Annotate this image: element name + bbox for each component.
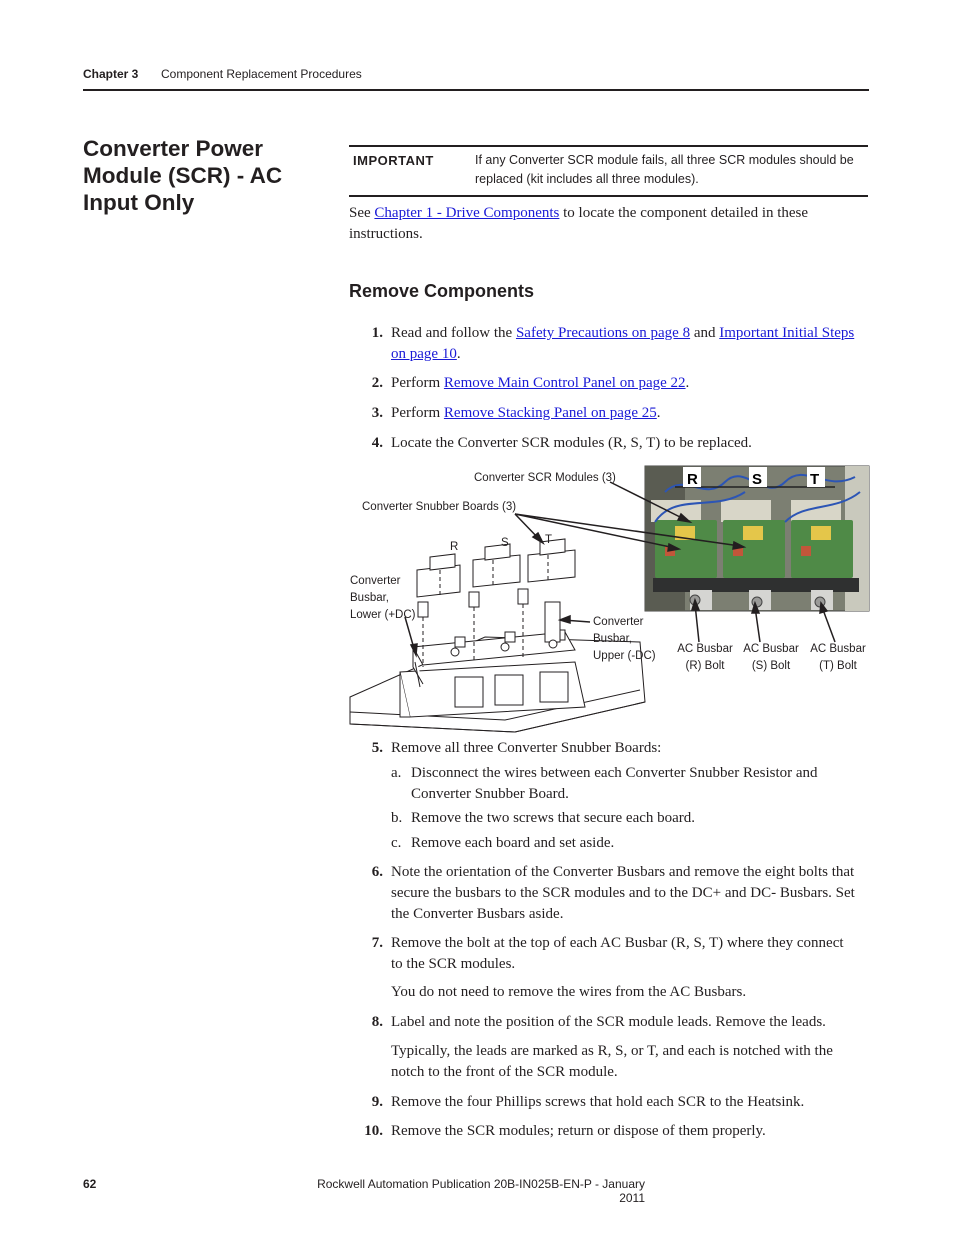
step-5b: Remove the two screws that secure each board. [411,810,696,826]
chapter-title: Component Replacement Procedures [161,67,362,81]
step-5a-letter: a. [391,765,402,781]
label-s: S [501,537,509,549]
step-7: Remove the bolt at the top of each AC Busbar (R, S, T) where they connect to the SCR modules. [391,935,844,972]
step-8-number: 8. [371,1014,383,1030]
step-6: Note the orientation of the Converter Busbars and remove the eight bolts that secure the busbars to the SCR modules and to the DC+ and DC- Busbars. Set the Converter Busbars aside. [391,864,855,922]
important-text: If any Converter SCR module fails, all three SCR modules should be replaced (kit includes all three modules). [475,153,854,186]
step-8-note: Typically, the leads are marked as R, S, or T, and each is notched with the notch to the front of the SCR module. [391,1043,833,1080]
scr-module-figure [345,462,871,734]
step-2-pre: Perform [391,375,444,391]
step-9-number: 9. [371,1094,383,1110]
photo-label-s: S [752,471,763,488]
label-ac-r-2: (R) Bolt [685,660,725,672]
important-label: IMPORTANT [353,153,434,168]
label-snubber-boards: Converter Snubber Boards (3) [362,501,517,513]
step-1-mid: and [690,325,720,341]
chapter-1-link[interactable]: Chapter 1 - Drive Components [374,205,560,221]
chapter-label: Chapter 3 [83,67,139,81]
step-5c-letter: c. [391,835,402,851]
remove-main-control-panel-link[interactable]: Remove Main Control Panel on page 22 [443,375,686,391]
step-2-number: 2. [371,375,383,391]
step-5a: Disconnect the wires between each Converter Snubber Resistor and Converter Snubber Board. [411,765,818,802]
step-10: Remove the SCR modules; return or dispose of them properly. [391,1123,766,1139]
step-3-post: . [656,405,661,421]
step-8: Label and note the position of the SCR module leads. Remove the leads. [391,1014,826,1030]
intro-suffix: to locate the component detailed in these instructions. [349,205,809,242]
intro-paragraph [349,203,864,245]
step-3-pre: Perform [391,405,444,421]
remove-components-heading: Remove Components [349,281,535,301]
step-6-number: 6. [371,864,383,880]
important-box [349,145,868,197]
step-1-pre: Read and follow the [391,325,516,341]
label-busbar-lower-2: Busbar, [350,592,389,604]
photo-label-t: T [810,471,820,488]
label-ac-s-1: AC Busbar [743,643,799,655]
label-busbar-lower-3: Lower (+DC) [350,609,416,621]
step-3 [391,403,861,424]
label-busbar-upper-1: Converter [593,616,644,628]
label-busbar-upper-2: Busbar, [593,633,632,645]
step-5c: Remove each board and set aside. [411,835,615,851]
label-ac-t-1: AC Busbar [810,643,866,655]
label-busbar-upper-3: Upper (-DC) [593,650,656,662]
step-4-number: 4. [371,435,383,451]
step-5b-letter: b. [391,810,403,826]
step-7-note: You do not need to remove the wires from the AC Busbars. [391,984,747,1000]
page-number: 62 [83,1177,97,1191]
step-7-number: 7. [371,935,383,951]
step-5: Remove all three Converter Snubber Boards: [391,740,662,756]
step-1-post: . [456,346,461,362]
publication-info: Rockwell Automation Publication 20B-IN025B-EN-P - January 2011 [317,1177,645,1205]
step-9: Remove the four Phillips screws that hold each SCR to the Heatsink. [391,1094,805,1110]
photo-label-r: R [687,471,698,488]
label-busbar-lower-1: Converter [350,575,401,587]
step-2 [391,373,861,394]
label-r: R [450,541,459,553]
safety-precautions-link[interactable]: Safety Precautions on page 8 [515,325,691,341]
step-2-post: . [685,375,690,391]
remove-stacking-panel-link[interactable]: Remove Stacking Panel on page 25 [443,405,657,421]
step-5-number: 5. [371,740,383,756]
label-scr-modules: Converter SCR Modules (3) [474,472,616,484]
step-4: Locate the Converter SCR modules (R, S, T) to be replaced. [391,435,752,451]
step-1 [391,323,861,365]
step-10-number: 10. [364,1123,383,1139]
important-initial-steps-link[interactable]: Important Initial Steps on page 10 [391,325,855,362]
step-1-number: 1. [371,325,383,341]
label-ac-r-1: AC Busbar [677,643,733,655]
section-title: Converter Power Module (SCR) - AC Input Only [83,136,283,215]
intro-prefix: See [349,205,375,221]
header-rule [83,89,869,91]
label-ac-s-2: (S) Bolt [751,660,791,672]
label-ac-t-2: (T) Bolt [819,660,857,672]
step-3-number: 3. [371,405,383,421]
label-t: T [545,534,553,546]
